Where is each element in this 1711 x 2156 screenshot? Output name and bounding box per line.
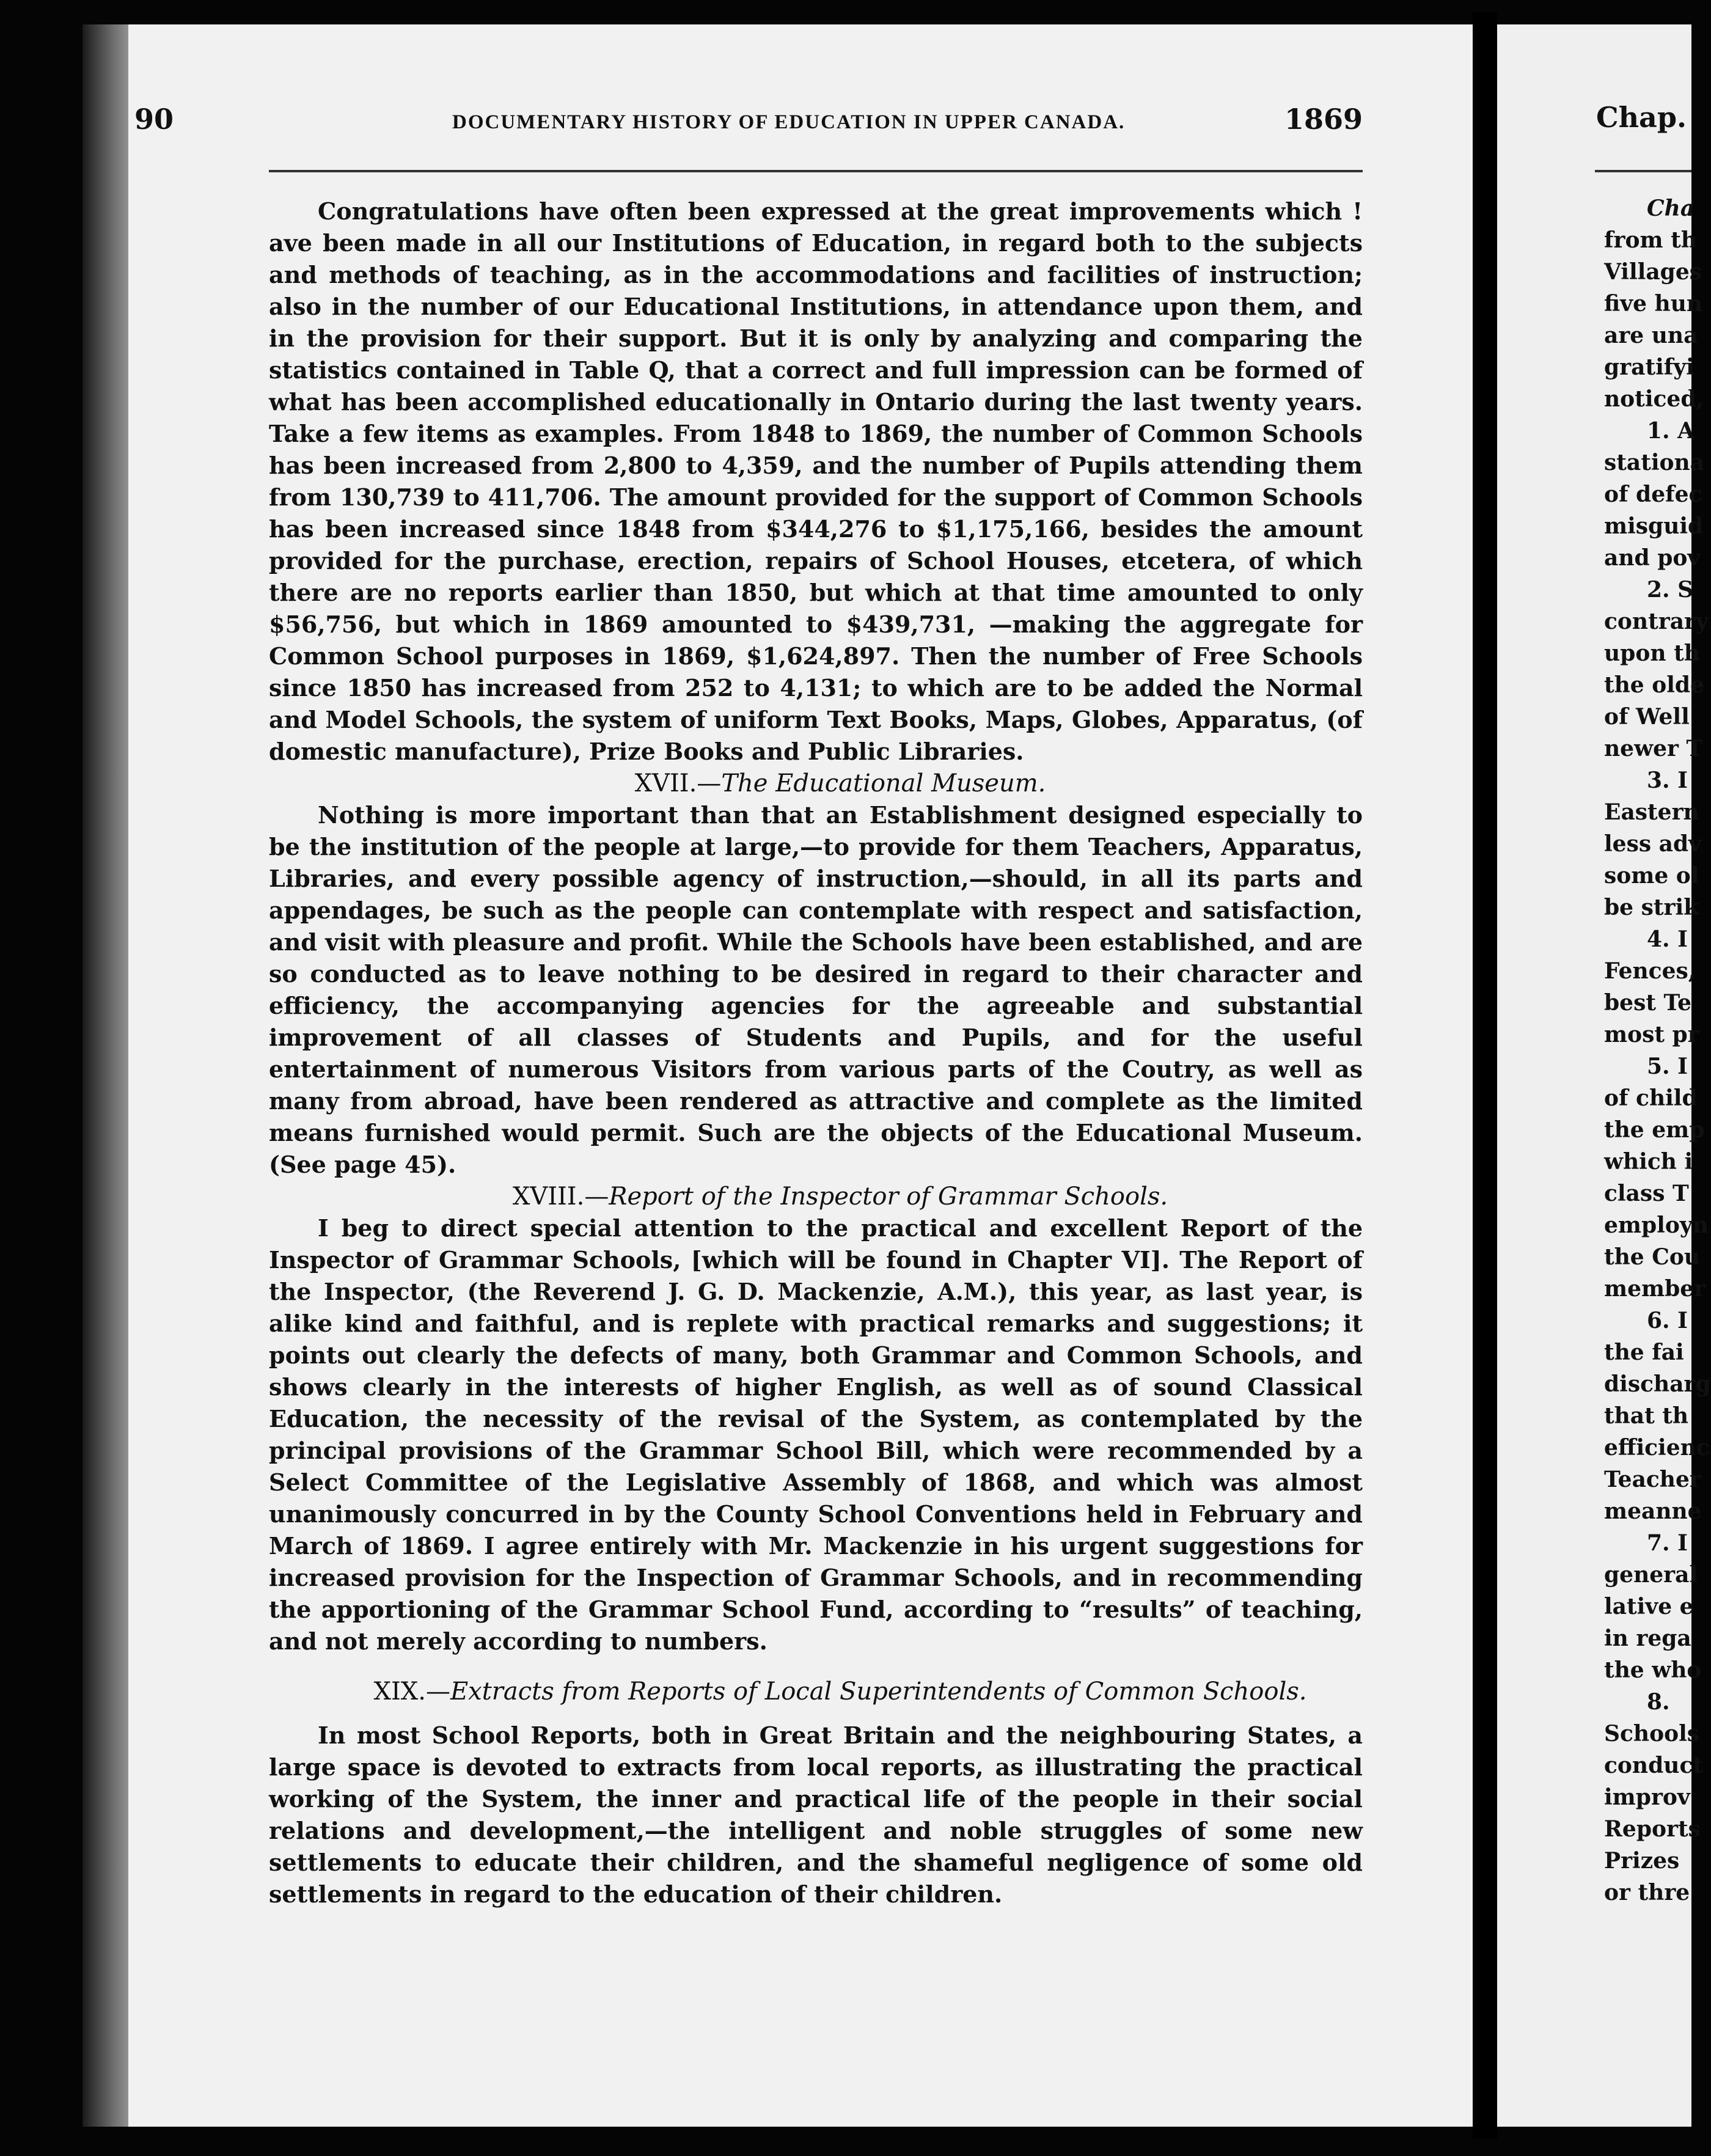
right-page-line: efficienc bbox=[1604, 1435, 1710, 1461]
right-page-line: contrary bbox=[1604, 609, 1709, 634]
right-page-line: Fences, bbox=[1604, 958, 1696, 984]
section-number: XVII.— bbox=[634, 769, 722, 798]
intro-paragraph: Congratulations have often been expressed at the great improvements which ! ave been made in all our Institutions of Education, in regard both to the subjects and methods of teaching, as in the accommodations and facilities of instruction; also in the number of our Educational Institutions, in attendance upon them, and in the provision for their support. But it is only by analyzing and comparing the statistics contained in Table Q, that a correct and full impression can be formed of what has been accomplished educationally in Ontario during the last twenty years. Take a few items as examples. From 1848 to 1869, the number of Common Schools has been increased from 2,800 to 4,359, and the number of Pupils attending them from 130,739 to 411,706. The amount provided for the support of Common Schools has been increased since 1848 from $344,276 to $1,175,166, besides the amount provided for the purchase, erection, repairs of School Houses, etcetera, of which there are no reports earlier than 1850, but which at that time amounted to only $56,756, but which in 1869 amounted to $439,731, —making the aggregate for Common School purposes in 1869, $1,624,897. Then the number of Free Schools since 1850 has increased from 252 to 4,131; to which are to be added the Normal and Model Schools, the system of uniform Text Books, Maps, Globes, Apparatus, (of domestic manufacture), Prize Books and Public Libraries. bbox=[269, 197, 1363, 765]
section-heading-xvii bbox=[269, 768, 1363, 799]
right-page-line: member bbox=[1604, 1276, 1706, 1302]
section-title: Extracts from Reports of Local Superintendents of Common Schools. bbox=[450, 1678, 1307, 1706]
right-page-line: Prizes bbox=[1604, 1848, 1680, 1874]
right-page-line: that th bbox=[1604, 1403, 1689, 1429]
right-page-line: 7. I bbox=[1647, 1530, 1688, 1556]
right-page-line: from th bbox=[1604, 227, 1697, 253]
right-page-line: or thre bbox=[1604, 1880, 1690, 1905]
right-page-line: class T bbox=[1604, 1181, 1689, 1206]
right-page-line: Cha bbox=[1647, 196, 1695, 221]
right-page-line: of Well bbox=[1604, 704, 1690, 730]
section-title: Report of the Inspector of Grammar Schools. bbox=[609, 1182, 1168, 1211]
right-page-line: 1. A bbox=[1647, 418, 1695, 444]
right-page-line: Villages bbox=[1604, 259, 1702, 285]
running-header bbox=[134, 103, 1363, 139]
right-page-line: discharg bbox=[1604, 1371, 1711, 1397]
right-page-line: most pr bbox=[1604, 1022, 1699, 1047]
right-page-line: 8. bbox=[1647, 1689, 1670, 1715]
right-page-line: be strik bbox=[1604, 895, 1699, 920]
right-page-line: the emp bbox=[1604, 1117, 1705, 1143]
right-page-line: the Cou bbox=[1604, 1244, 1701, 1270]
right-page-line: 5. I bbox=[1647, 1054, 1688, 1079]
right-page-line: employn bbox=[1604, 1212, 1709, 1238]
section-heading-xviii bbox=[269, 1181, 1363, 1212]
header-rule bbox=[269, 170, 1363, 172]
right-page-line: the who bbox=[1604, 1657, 1702, 1683]
right-page-line: gratifyi bbox=[1604, 354, 1695, 380]
page-gutter bbox=[1473, 12, 1497, 2139]
right-page-line: some ol bbox=[1604, 863, 1699, 889]
right-page-line: lative e bbox=[1604, 1594, 1694, 1619]
right-page-line: Teacher bbox=[1604, 1467, 1701, 1492]
right-page-line: meanne bbox=[1604, 1498, 1702, 1524]
right-page-line: improv bbox=[1604, 1784, 1690, 1810]
binding-shadow bbox=[82, 24, 131, 2127]
right-page-line: the olde bbox=[1604, 672, 1705, 698]
right-page-line: and pov bbox=[1604, 545, 1701, 571]
section-paragraph-xix: In most School Reports, both in Great Britain and the neighbouring States, a large space is devoted to extracts from local reports, as illustrating the practical working of the System, the inner and practical life of the people in their social relations and development,—the intelligent and noble struggles of some new settlements to educate their children, and the shameful negligence of some old settlements in regard to the education of their children. bbox=[269, 1722, 1363, 1908]
section-paragraph-xvii: Nothing is more important than that an Establishment designed especially to be the institution of the people at large,—to provide for them Teachers, Apparatus, Libraries, and every possible agency of instruction,—should, in all its parts and appendages, be such as the people can contemplate with respect and satisfaction, and visit with pleasure and profit. While the Schools have been established, and are so conducted as to leave nothing to be desired in regard to their character and efficiency, the accompanying agencies for the agreeable and substantial improvement of all classes of Students and Pupils, and for the useful entertainment of numerous Visitors from various parts of the Coutry, as well as many from abroad, have been rendered as attractive and complete as the limited means furnished would permit. Such are the objects of the Educational Museum. (See page 45). bbox=[269, 801, 1363, 1178]
right-page-header: Chap. bbox=[1596, 101, 1687, 134]
right-page-line: less adv bbox=[1604, 831, 1702, 857]
right-page-line: which i bbox=[1604, 1149, 1693, 1175]
section-title: The Educational Museum. bbox=[721, 769, 1046, 798]
header-year: 1869 bbox=[1284, 103, 1363, 136]
section-number: XVIII.— bbox=[512, 1182, 609, 1211]
right-page-line: the fai bbox=[1604, 1340, 1684, 1365]
right-page-line: best Te bbox=[1604, 990, 1692, 1016]
right-page-line: 3. I bbox=[1647, 768, 1688, 793]
right-page-line: noticed, bbox=[1604, 386, 1704, 412]
right-page-line: misguid bbox=[1604, 513, 1704, 539]
right-page-line: stationa bbox=[1604, 450, 1705, 475]
right-page-line: 4. I bbox=[1647, 926, 1688, 952]
right-header-rule bbox=[1595, 170, 1691, 172]
section-number: XIX.— bbox=[373, 1678, 450, 1706]
right-page-line: are una bbox=[1604, 323, 1698, 348]
section-heading-xix bbox=[269, 1676, 1363, 1707]
right-page-line: Reports bbox=[1604, 1816, 1701, 1842]
right-page-line: of child bbox=[1604, 1085, 1698, 1111]
right-page-line: 6. I bbox=[1647, 1308, 1688, 1333]
right-page-line: five hun bbox=[1604, 291, 1703, 317]
body-text bbox=[269, 196, 1363, 1910]
right-page-line: of defec bbox=[1604, 482, 1702, 507]
right-page-line: Schools bbox=[1604, 1721, 1700, 1747]
right-page-line: newer T bbox=[1604, 736, 1703, 761]
page-number: 90 bbox=[134, 103, 174, 136]
right-page-line: 2. S bbox=[1647, 577, 1694, 603]
running-head-title: DOCUMENTARY HISTORY OF EDUCATION IN UPPER CANADA. bbox=[452, 111, 1126, 133]
right-page-line: conduct bbox=[1604, 1753, 1703, 1778]
right-page-line: Eastern bbox=[1604, 799, 1699, 825]
section-paragraph-xviii: I beg to direct special attention to the practical and excellent Report of the Inspector of Grammar Schools, [which will be found in Chapter VI]. The Report of the Inspector, (the Reverend J. G. D. Mackenzie, A.M.), this year, as last year, is alike kind and faithful, and is replete with practical remarks and suggestions; it points out clearly the defects of many, both Grammar and Common Schools, and shows clearly in the interests of higher English, as well as of sound Classical Education, the necessity of the revisal of the System, as contemplated by the principal provisions of the Grammar School Bill, which were recommended by a Select Committee of the Legislative Assembly of 1868, and which was almost unanimously concurred in by the County School Conventions held in February and March of 1869. I agree entirely with Mr. Mackenzie in his urgent suggestions for increased provision for the Inspection of Grammar Schools, and in recommending the apportioning of the Grammar School Fund, according to “results” of teaching, and not merely according to numbers. bbox=[269, 1214, 1363, 1655]
right-page-line: general bbox=[1604, 1562, 1698, 1588]
right-page-line: in rega bbox=[1604, 1626, 1691, 1651]
right-page-line: upon th bbox=[1604, 640, 1700, 666]
